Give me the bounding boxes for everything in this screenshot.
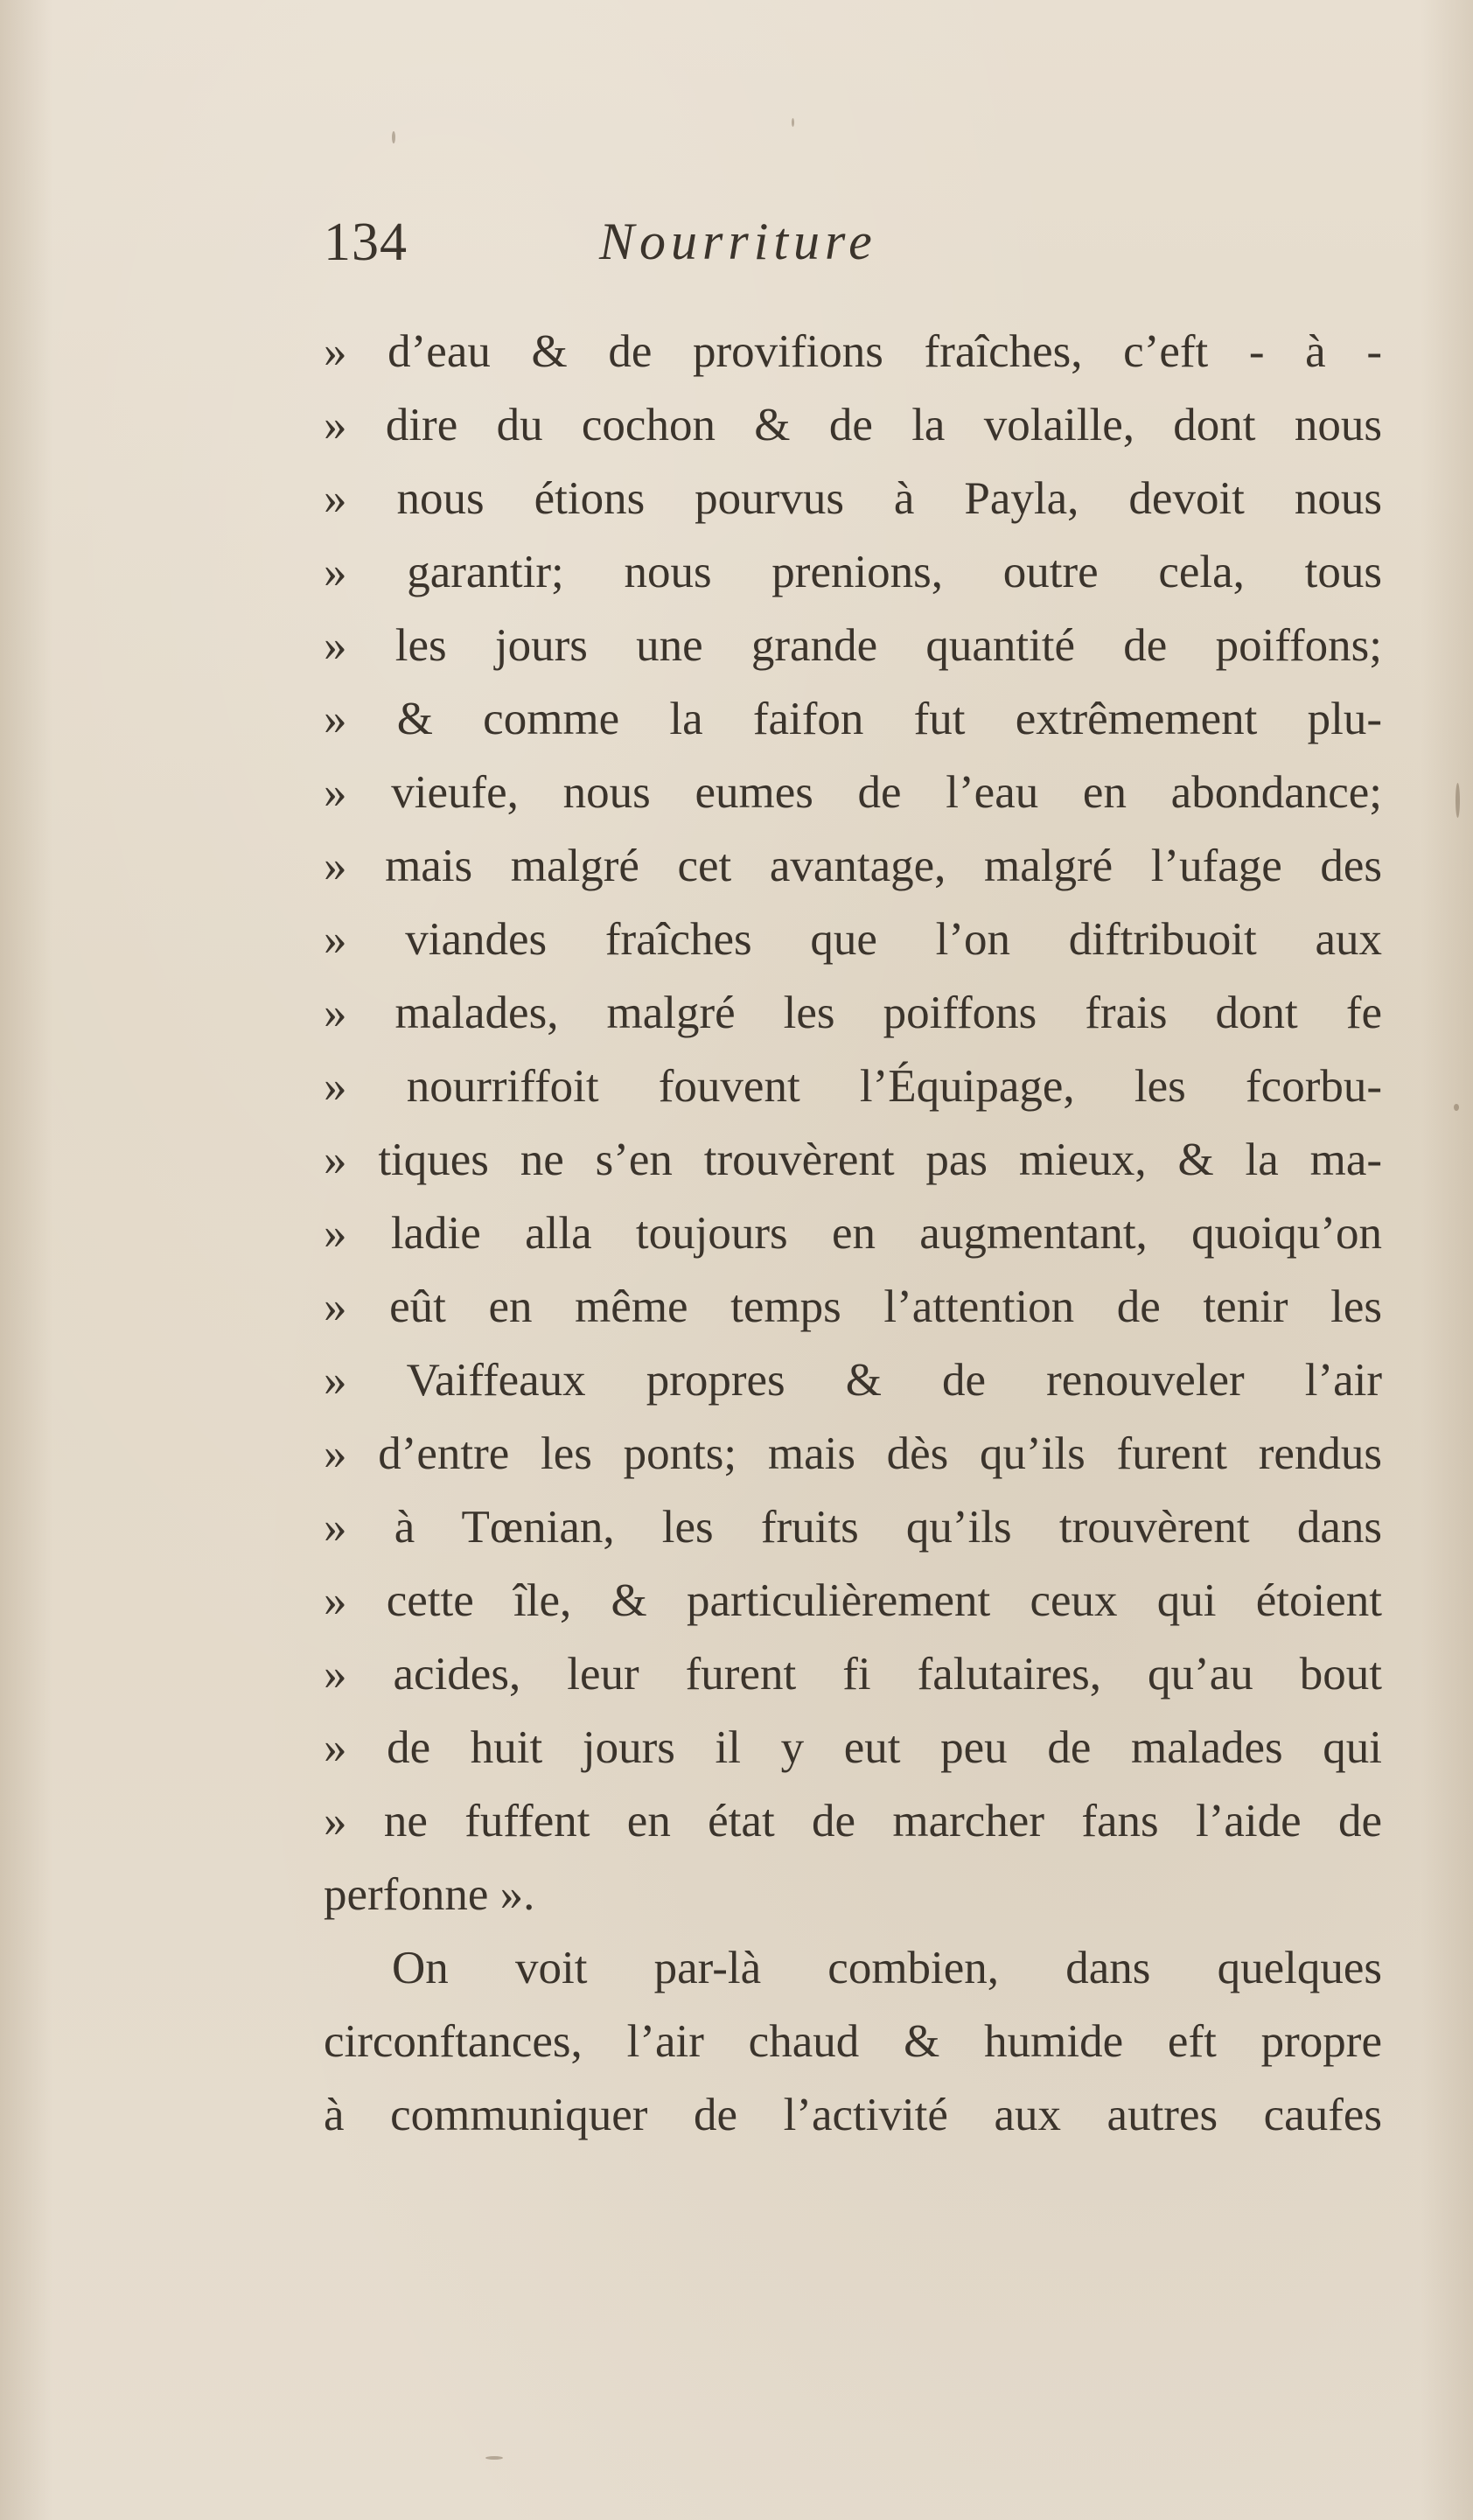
page-edge-shadow-right bbox=[1421, 0, 1473, 2520]
text-line: » nous étions pourvus à Payla, devoit nous bbox=[324, 473, 1382, 524]
text-line: » eût en même temps l’attention de tenir les bbox=[324, 1281, 1382, 1332]
text-line: » cette île, & particulièrement ceux qui étoient bbox=[324, 1575, 1382, 1626]
text-line: » d’eau & de provifions fraîches, c’eft - à - bbox=[324, 326, 1382, 377]
paper-speck bbox=[792, 118, 794, 127]
text-line: » à Tœnian, les fruits qu’ils trouvèrent dans bbox=[324, 1502, 1382, 1553]
running-head bbox=[324, 212, 1382, 290]
text-line: » Vaiffeaux propres & de renouveler l’air bbox=[324, 1355, 1382, 1406]
paper-speck bbox=[1454, 1104, 1459, 1111]
page-edge-shadow-left bbox=[0, 0, 52, 2520]
text-line: » ladie alla toujours en augmentant, quoiqu’on bbox=[324, 1208, 1382, 1259]
text-line: » viandes fraîches que l’on diftribuoit aux bbox=[324, 914, 1382, 965]
text-line: à communiquer de l’activité aux autres caufes bbox=[324, 2090, 1382, 2140]
text-line: » garantir; nous prenions, outre cela, tous bbox=[324, 547, 1382, 597]
paper-speck bbox=[1456, 783, 1460, 818]
paragraph-first-line: On voit par-là combien, dans quelques bbox=[392, 1943, 1382, 1993]
text-line: » malades, malgré les poiffons frais dont fe bbox=[324, 988, 1382, 1038]
text-line: » d’entre les ponts; mais dès qu’ils furent rendus bbox=[324, 1428, 1382, 1479]
text-line: » vieufe, nous eumes de l’eau en abondance; bbox=[324, 767, 1382, 818]
paper-speck bbox=[485, 2456, 503, 2460]
text-line: » de huit jours il y eut peu de malades qui bbox=[324, 1722, 1382, 1773]
text-line: » nourriffoit fouvent l’Équipage, les fcorbu- bbox=[324, 1061, 1382, 1112]
body-text bbox=[324, 315, 1382, 2152]
text-line: » ne fuffent en état de marcher fans l’aide de bbox=[324, 1796, 1382, 1846]
text-line: » dire du cochon & de la volaille, dont nous bbox=[324, 400, 1382, 450]
text-line: » & comme la faifon fut extrêmement plu- bbox=[324, 694, 1382, 744]
text-line: » tiques ne s’en trouvèrent pas mieux, & la ma- bbox=[324, 1134, 1382, 1185]
text-line: » acides, leur furent fi falutaires, qu’au bout bbox=[324, 1649, 1382, 1700]
page-number: 134 bbox=[324, 213, 408, 272]
text-line: perfonne ». bbox=[324, 1869, 535, 1920]
paper-speck bbox=[392, 131, 395, 143]
text-line: » les jours une grande quantité de poiffons; bbox=[324, 620, 1382, 671]
running-title: Nourriture bbox=[599, 213, 877, 270]
text-line: circonftances, l’air chaud & humide eft propre bbox=[324, 2016, 1382, 2067]
text-line: » mais malgré cet avantage, malgré l’ufage des bbox=[324, 841, 1382, 891]
